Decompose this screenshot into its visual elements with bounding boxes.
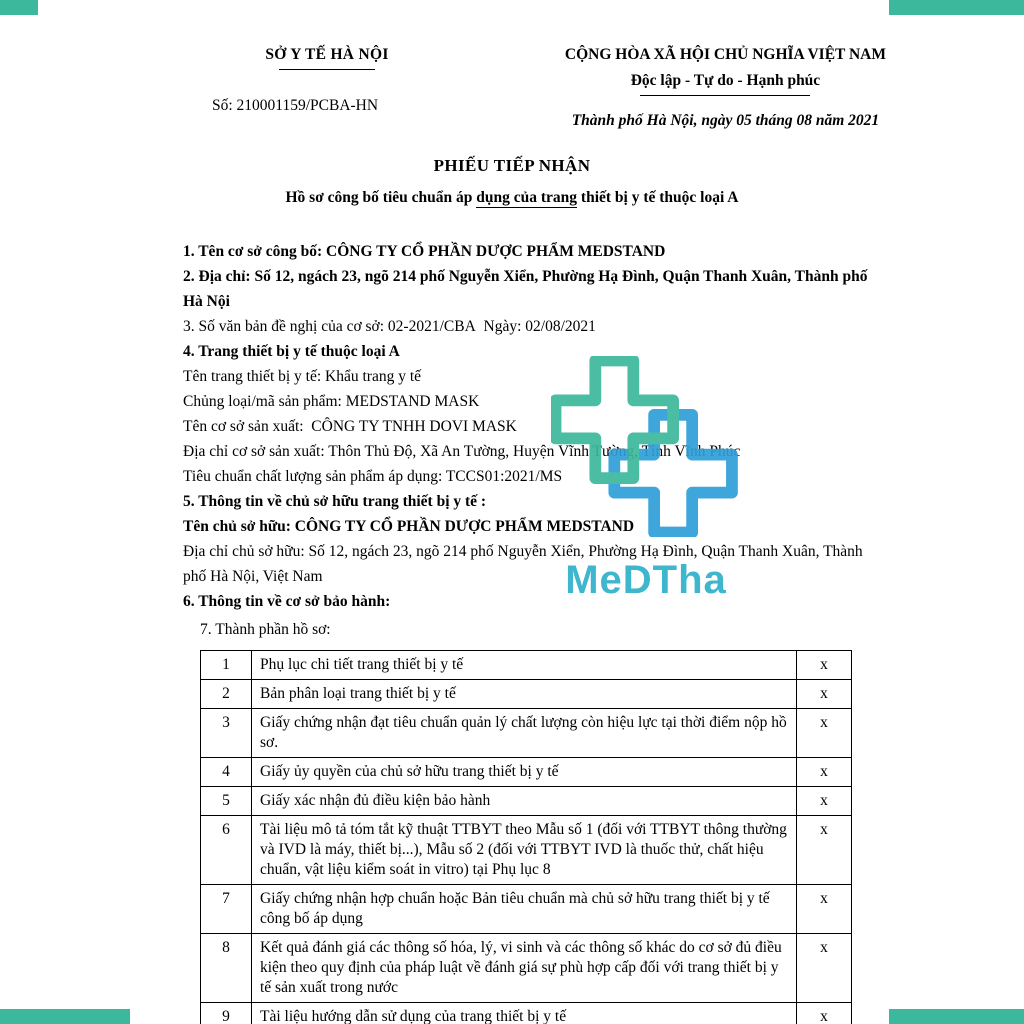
row-number: 1 (201, 651, 252, 680)
row-description: Giấy xác nhận đủ điều kiện bảo hành (252, 787, 797, 816)
row-mark: x (797, 758, 852, 787)
row-number: 8 (201, 934, 252, 1003)
table-row (201, 1003, 852, 1024)
row-number: 4 (201, 758, 252, 787)
form-subtitle-post: thiết bị y tế thuộc loại A (577, 189, 739, 206)
table-row (201, 680, 852, 709)
row-description: Giấy ủy quyền của chủ sở hữu trang thiết bị y tế (252, 758, 797, 787)
row-mark: x (797, 1003, 852, 1024)
issuing-authority-block (212, 46, 442, 130)
dossier-table-wrap (200, 650, 874, 1024)
table-row (201, 758, 852, 787)
body-line-request-number: 3. Số văn bản đề nghị của cơ sở: 02-2021/CBA Ngày: 02/08/2021 (183, 318, 596, 335)
table-row (201, 885, 852, 934)
row-mark: x (797, 680, 852, 709)
body-line-dossier-section: 7. Thành phần hồ sơ: (200, 621, 331, 638)
row-mark: x (797, 934, 852, 1003)
table-row (201, 816, 852, 885)
motto-underline (640, 95, 810, 96)
table-row (201, 934, 852, 1003)
form-subtitle-pre: Hồ sơ công bố tiêu chuẩn áp (285, 189, 477, 206)
corner-bar-bottom-right (889, 1009, 1024, 1024)
national-title: CỘNG HÒA XÃ HỘI CHỦ NGHĨA VIỆT NAM (564, 46, 886, 63)
row-mark: x (797, 651, 852, 680)
row-description: Bản phân loại trang thiết bị y tế (252, 680, 797, 709)
body-line-product-model: Chủng loại/mã sản phẩm: MEDSTAND MASK (183, 393, 480, 410)
body-line-declarer-address: 2. Địa chỉ: Số 12, ngách 23, ngõ 214 phố Nguyễn Xiển, Phường Hạ Đình, Quận Thanh Xuân, Thành phố Hà Nội (183, 268, 868, 310)
issuing-authority-name: SỞ Y TẾ HÀ NỘI (265, 46, 389, 63)
document-number: Số: 210001159/PCBA-HN (212, 97, 379, 114)
form-title: PHIẾU TIẾP NHẬN (433, 156, 591, 175)
row-mark: x (797, 709, 852, 758)
national-motto: Độc lập - Tự do - Hạnh phúc (630, 72, 821, 89)
dossier-table (200, 650, 852, 1024)
body-line-owner-address: Địa chỉ chủ sở hữu: Số 12, ngách 23, ngõ 214 phố Nguyễn Xiển, Phường Hạ Đình, Quận Thanh Xuân, Thành phố Hà Nội, Việt Nam (183, 543, 863, 585)
corner-bar-top-left (0, 0, 38, 15)
row-description: Giấy chứng nhận đạt tiêu chuẩn quản lý chất lượng còn hiệu lực tại thời điểm nộp hồ sơ. (252, 709, 797, 758)
table-row (201, 651, 852, 680)
table-row (201, 787, 852, 816)
corner-bar-top-right (889, 0, 1024, 15)
form-subtitle-underlined: dụng của trang (476, 189, 578, 206)
row-mark: x (797, 816, 852, 885)
national-header-block (565, 46, 886, 130)
row-description: Tài liệu mô tả tóm tắt kỹ thuật TTBYT theo Mẫu số 1 (đối với TTBYT thông thường và IVD là máy, thiết bị...), Mẫu số 2 (đối với TTBYT IVD là thuốc thử, chất hiệu chuẩn, vật liệu kiểm soát in vitro) tại Phụ lục 8 (252, 816, 797, 885)
row-number: 2 (201, 680, 252, 709)
row-mark: x (797, 787, 852, 816)
body-line-owner-section: 5. Thông tin về chủ sở hữu trang thiết bị y tế : (183, 493, 487, 510)
document-body (183, 239, 874, 642)
body-line-owner-name: Tên chủ sở hữu: CÔNG TY CỔ PHẦN DƯỢC PHẨM MEDSTAND (183, 518, 635, 535)
row-number: 3 (201, 709, 252, 758)
body-line-manufacturer-name: Tên cơ sở sản xuất: CÔNG TY TNHH DOVI MASK (183, 418, 517, 435)
row-description: Kết quả đánh giá các thông số hóa, lý, vi sinh và các thông số khác do cơ sở đủ điều kiện theo quy định của pháp luật về đánh giá sự phù hợp cấp đối với trang thiết bị y tế sản xuất trong nước (252, 934, 797, 1003)
authority-underline (279, 69, 375, 70)
row-number: 6 (201, 816, 252, 885)
row-number: 7 (201, 885, 252, 934)
row-description: Phụ lục chi tiết trang thiết bị y tế (252, 651, 797, 680)
row-mark: x (797, 885, 852, 934)
body-line-warranty-section: 6. Thông tin về cơ sở bảo hành: (183, 593, 391, 610)
brand-wordmark: MeDTha (565, 558, 727, 602)
corner-bar-bottom-left (0, 1009, 130, 1024)
row-description: Giấy chứng nhận hợp chuẩn hoặc Bản tiêu chuẩn mà chủ sở hữu trang thiết bị y tế công bố áp dụng (252, 885, 797, 934)
document-header (212, 46, 886, 130)
row-number: 9 (201, 1003, 252, 1024)
body-line-quality-standard: Tiêu chuẩn chất lượng sản phẩm áp dụng: TCCS01:2021/MS (183, 468, 563, 485)
date-line: Thành phố Hà Nội, ngày 05 tháng 08 năm 2021 (571, 112, 880, 129)
body-line-device-name: Tên trang thiết bị y tế: Khẩu trang y tế (183, 368, 422, 385)
row-description: Tài liệu hướng dẫn sử dụng của trang thiết bị y tế (252, 1003, 797, 1024)
row-number: 5 (201, 787, 252, 816)
body-line-device-class: 4. Trang thiết bị y tế thuộc loại A (183, 343, 400, 360)
form-subtitle (0, 189, 1024, 207)
table-row (201, 709, 852, 758)
body-line-declarer-name: 1. Tên cơ sở công bố: CÔNG TY CỔ PHẦN DƯỢC PHẨM MEDSTAND (183, 243, 666, 260)
body-line-manufacturer-address: Địa chỉ cơ sở sản xuất: Thôn Thủ Độ, Xã An Tường, Huyện Vĩnh Tường, Tỉnh Vĩnh Phúc (183, 443, 741, 460)
